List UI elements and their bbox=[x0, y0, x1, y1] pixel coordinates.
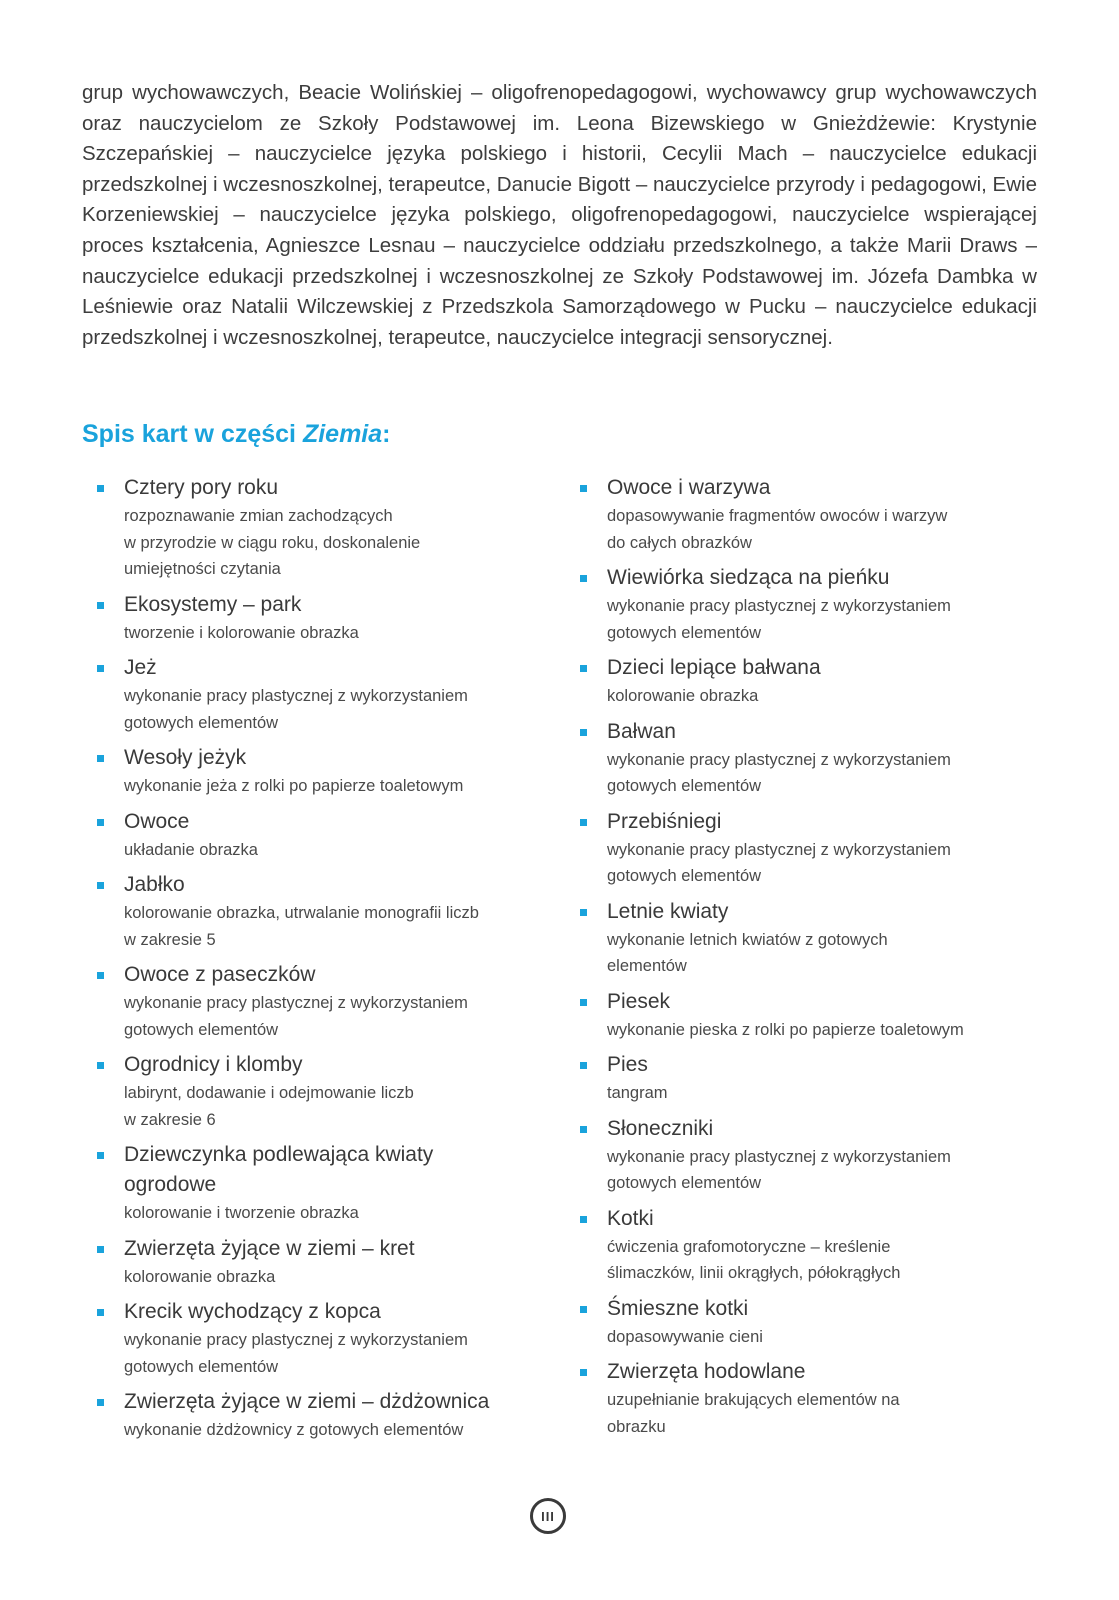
card-description: wykonanie pracy plastycznej z wykorzystaniem gotowych elementów bbox=[607, 840, 951, 885]
list-item bbox=[95, 1297, 555, 1380]
bullet-icon bbox=[97, 485, 104, 492]
card-title: Owoce z paseczków bbox=[124, 963, 316, 986]
card-title: Ogrodnicy i klomby bbox=[124, 1053, 303, 1076]
bullet-icon bbox=[580, 1062, 587, 1069]
card-title: Zwierzęta żyjące w ziemi – dżdżownica bbox=[124, 1390, 490, 1413]
card-title: Przebiśniegi bbox=[607, 809, 722, 833]
card-description: uzupełnianie brakujących elementów na obrazku bbox=[607, 1391, 900, 1436]
page-number: III bbox=[541, 1508, 555, 1524]
card-description: kolorowanie obrazka, utrwalanie monografii liczb w zakresie 5 bbox=[124, 904, 479, 949]
list-item bbox=[578, 1357, 1048, 1440]
card-description: wykonanie pracy plastycznej z wykorzystaniem gotowych elementów bbox=[124, 1331, 468, 1376]
heading-emphasis: Ziemia bbox=[302, 420, 383, 448]
card-description: tangram bbox=[607, 1084, 668, 1102]
card-description: wykonanie pracy plastycznej z wykorzystaniem gotowych elementów bbox=[607, 750, 951, 795]
card-description: wykonanie pracy plastycznej z wykorzystaniem gotowych elementów bbox=[124, 994, 468, 1039]
card-description: labirynt, dodawanie i odejmowanie liczb w zakresie 6 bbox=[124, 1084, 414, 1129]
card-title: Jabłko bbox=[124, 873, 185, 896]
bullet-icon bbox=[97, 665, 104, 672]
intro-paragraph: grup wychowawczych, Beacie Wolińskiej – oligofrenopedagogowi, wychowawcy grup wychowawczych oraz nauczycielom ze Szkoły Podstawowej im. Leona Bizewskiego w Gnieżdżewie: Krystynie Szczepańskiej – nauczycielce języka polskiego i historii, Cecylii Mach – nauczycielce edukacji przedszkolnej i wczesnoszkolnej, terapeutce, Danucie Bigott – nauczycielce przyrody i pedagogowi, Ewie Korzeniewskiej – nauczycielce języka polskiego, oligofrenopedagogowi, nauczycielce wspierającej proces kształcenia, Agnieszce Lesnau – nauczycielce oddziału przedszkolnego, a także Marii Draws – nauczycielce edukacji przedszkolnej i wczesnoszkolnej ze Szkoły Podstawowej im. Józefa Dambka w Leśniewie oraz Natalii Wilczewskiej z Przedszkola Samorządowego w Pucku – nauczycielce edukacji przedszkolnej i wczesnoszkolnej, terapeutce, nauczycielce integracji sensorycznej. bbox=[82, 81, 1037, 349]
bullet-icon bbox=[580, 665, 587, 672]
list-item bbox=[578, 563, 1048, 646]
card-title: Słoneczniki bbox=[607, 1116, 714, 1140]
bullet-icon bbox=[97, 1062, 104, 1069]
card-description: kolorowanie obrazka bbox=[607, 687, 759, 705]
card-title: Piesek bbox=[607, 989, 671, 1013]
card-description: wykonanie pracy plastycznej z wykorzystaniem gotowych elementów bbox=[124, 687, 468, 732]
section-heading bbox=[82, 420, 390, 449]
bullet-icon bbox=[580, 1369, 587, 1376]
bullet-icon bbox=[580, 819, 587, 826]
bullet-icon bbox=[580, 1306, 587, 1313]
bullet-icon bbox=[580, 1126, 587, 1133]
card-description: kolorowanie i tworzenie obrazka bbox=[124, 1204, 359, 1222]
bullet-icon bbox=[580, 575, 587, 582]
bullet-icon bbox=[97, 882, 104, 889]
list-item bbox=[95, 807, 555, 864]
card-list-right bbox=[578, 473, 1048, 1447]
card-description: dopasowywanie cieni bbox=[607, 1327, 763, 1346]
card-title: Cztery pory roku bbox=[124, 476, 279, 499]
card-title: Zwierzęta żyjące w ziemi – kret bbox=[124, 1236, 415, 1260]
list-item bbox=[95, 1234, 555, 1291]
card-title: Śmieszne kotki bbox=[607, 1296, 749, 1320]
bullet-icon bbox=[97, 972, 104, 979]
list-item bbox=[578, 897, 1048, 980]
card-title: Ekosystemy – park bbox=[124, 592, 302, 616]
card-title: Wiewiórka siedząca na pieńku bbox=[607, 566, 890, 589]
card-title: Zwierzęta hodowlane bbox=[607, 1360, 806, 1383]
bullet-icon bbox=[97, 1152, 104, 1159]
card-title: Letnie kwiaty bbox=[607, 899, 729, 923]
heading-suffix: : bbox=[382, 420, 391, 448]
card-title: Owoce bbox=[124, 809, 190, 833]
list-item bbox=[95, 743, 555, 800]
card-list-left bbox=[95, 473, 555, 1451]
list-item bbox=[95, 1140, 555, 1227]
bullet-icon bbox=[97, 819, 104, 826]
list-item bbox=[95, 1387, 555, 1444]
list-item bbox=[578, 807, 1048, 890]
card-title: Wesoły jeżyk bbox=[124, 746, 247, 769]
list-item bbox=[578, 987, 1048, 1044]
bullet-icon bbox=[580, 999, 587, 1006]
bullet-icon bbox=[580, 485, 587, 492]
card-description: dopasowywanie fragmentów owoców i warzyw do całych obrazków bbox=[607, 507, 948, 552]
card-description: wykonanie pracy plastycznej z wykorzystaniem gotowych elementów bbox=[607, 1147, 951, 1192]
page-number-badge bbox=[530, 1498, 566, 1534]
card-title: Pies bbox=[607, 1053, 648, 1076]
list-item bbox=[578, 1114, 1048, 1197]
list-item bbox=[578, 473, 1048, 556]
list-item bbox=[95, 1050, 555, 1133]
list-item bbox=[95, 653, 555, 736]
list-item bbox=[95, 590, 555, 647]
card-description: kolorowanie obrazka bbox=[124, 1267, 276, 1286]
card-title: Kotki bbox=[607, 1206, 654, 1230]
card-title: Krecik wychodzący z kopca bbox=[124, 1300, 381, 1323]
bullet-icon bbox=[97, 602, 104, 609]
card-description: wykonanie pracy plastycznej z wykorzystaniem gotowych elementów bbox=[607, 597, 951, 642]
bullet-icon bbox=[97, 1309, 104, 1316]
bullet-icon bbox=[97, 755, 104, 762]
bullet-icon bbox=[97, 1246, 104, 1253]
list-item bbox=[578, 1204, 1048, 1287]
heading-prefix: Spis kart w części bbox=[82, 420, 303, 448]
bullet-icon bbox=[580, 909, 587, 916]
card-description: tworzenie i kolorowanie obrazka bbox=[124, 623, 359, 642]
card-description: wykonanie pieska z rolki po papierze toaletowym bbox=[607, 1020, 964, 1039]
list-item bbox=[578, 1050, 1048, 1107]
card-description: wykonanie letnich kwiatów z gotowych elementów bbox=[607, 930, 888, 975]
card-description: układanie obrazka bbox=[124, 840, 258, 859]
card-description: ćwiczenia grafomotoryczne – kreślenie ślimaczków, linii okrągłych, półokrągłych bbox=[607, 1237, 901, 1282]
list-item bbox=[95, 960, 555, 1043]
card-description: rozpoznawanie zmian zachodzących w przyrodzie w ciągu roku, doskonalenie umiejętności czytania bbox=[124, 507, 421, 578]
list-item bbox=[578, 1294, 1048, 1351]
card-title: Bałwan bbox=[607, 719, 676, 743]
list-item bbox=[578, 717, 1048, 800]
card-description: wykonanie dżdżownicy z gotowych elementów bbox=[124, 1421, 464, 1439]
card-title: Dziewczynka podlewająca kwiaty ogrodowe bbox=[124, 1143, 434, 1196]
card-title: Dzieci lepiące bałwana bbox=[607, 656, 821, 679]
card-description: wykonanie jeża z rolki po papierze toaletowym bbox=[124, 777, 464, 795]
list-item bbox=[95, 473, 555, 583]
bullet-icon bbox=[97, 1399, 104, 1406]
list-item bbox=[578, 653, 1048, 710]
bullet-icon bbox=[580, 1216, 587, 1223]
card-title: Owoce i warzywa bbox=[607, 476, 771, 499]
card-title: Jeż bbox=[124, 656, 157, 679]
bullet-icon bbox=[580, 729, 587, 736]
list-item bbox=[95, 870, 555, 953]
